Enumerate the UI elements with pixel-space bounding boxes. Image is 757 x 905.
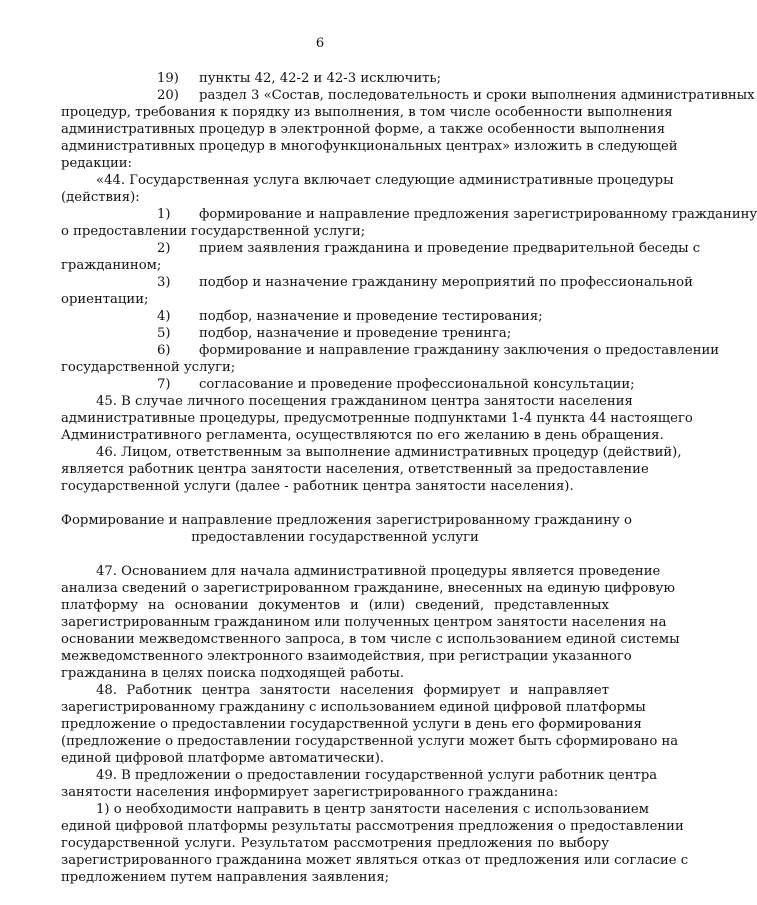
paragraph-48-line: зарегистрированному гражданину с использованием единой цифровой платформы	[61, 700, 646, 715]
text-line: процедур, требования к порядку из выполнения, в том числе особенности выполнения	[61, 105, 673, 120]
section-heading: Формирование и направление предложения зарегистрированному гражданину о	[61, 513, 632, 528]
text-line: административных процедур в многофункциональных центрах» изложить в следующей	[61, 139, 678, 154]
paragraph-49-1-line: зарегистрированного гражданина может являться отказ от предложения или согласие с	[61, 853, 689, 868]
paragraph-48-line: предложение о предоставлении государственной услуги в день его формирования	[61, 717, 642, 732]
paragraph-49-1-line: предложением путем направления заявления;	[61, 870, 390, 885]
paragraph-46-line: государственной услуги (далее - работник центра занятости населения).	[61, 479, 574, 494]
paragraph-48-line: (предложение о предоставлении государственной услуги может быть сформировано на	[61, 734, 679, 749]
text-line: административных процедур в электронной форме, а также особенности выполнения	[61, 122, 666, 137]
subitem-2	[61, 240, 701, 257]
item-number: 4)	[157, 309, 171, 324]
item-text: подбор, назначение и проведение тренинга;	[199, 326, 512, 341]
item-number: 3)	[157, 275, 171, 290]
paragraph-47-line: анализа сведений о зарегистрированном гражданине, внесенных на единую цифровую	[61, 581, 675, 596]
item-number: 19)	[157, 71, 179, 86]
text-line: гражданином;	[61, 258, 162, 273]
text-line: государственной услуги;	[61, 360, 236, 375]
subitem-3	[61, 274, 693, 291]
paragraph-44-line: (действия):	[61, 190, 140, 205]
item-number: 5)	[157, 326, 171, 341]
subitem-4	[61, 308, 609, 325]
item-number: 20)	[157, 88, 179, 103]
paragraph-47-line: 47. Основанием для начала административной процедуры является проведение	[96, 564, 661, 579]
subitem-5	[61, 325, 609, 342]
paragraph-47-line: основании межведомственного запроса, в том числе с использованием единой системы	[61, 632, 680, 647]
section-heading: предоставлении государственной услуги	[191, 530, 479, 545]
item-number: 6)	[157, 343, 171, 358]
item-text: подбор, назначение и проведение тестирования;	[199, 309, 543, 324]
paragraph-47-line: зарегистрированным гражданином или полученных центром занятости населения на	[61, 615, 667, 630]
subitem-7	[61, 376, 635, 393]
item-text: раздел 3 «Состав, последовательность и сроки выполнения административных	[199, 88, 755, 103]
subitem-6	[61, 342, 720, 359]
paragraph-44-line: «44. Государственная услуга включает следующие административные процедуры	[96, 173, 674, 188]
paragraph-48-line: единой цифровой платформе автоматически).	[61, 751, 385, 766]
item-20	[61, 87, 755, 104]
paragraph-47-line: платформу на основании документов и (или) сведений, представленных	[61, 598, 609, 613]
paragraph-49-line: занятости населения информирует зарегистрированного гражданина:	[61, 785, 559, 800]
paragraph-45-line: Административного регламента, осуществляются по его желанию в день обращения.	[61, 428, 664, 443]
item-text: формирование и направление предложения зарегистрированному гражданину	[199, 207, 757, 222]
item-text: формирование и направление гражданину заключения о предоставлении	[199, 343, 720, 358]
item-text: согласование и проведение профессиональной консультации;	[199, 377, 635, 392]
paragraph-49-1-line: единой цифровой платформы результаты рассмотрения предложения о предоставлении	[61, 819, 684, 834]
paragraph-48-line: 48. Работник центра занятости населения формирует и направляет	[96, 683, 609, 698]
paragraph-49-1-line: государственной услуги. Результатом рассмотрения предложения по выбору	[61, 836, 609, 851]
item-text: пункты 42, 42-2 и 42-3 исключить;	[199, 71, 442, 86]
item-text: прием заявления гражданина и проведение предварительной беседы с	[199, 241, 701, 256]
paragraph-46-line: 46. Лицом, ответственным за выполнение административных процедур (действий),	[96, 445, 682, 460]
subitem-1	[61, 206, 757, 223]
item-number: 2)	[157, 241, 171, 256]
item-number: 1)	[157, 207, 171, 222]
paragraph-45-line: 45. В случае личного посещения гражданином центра занятости населения	[96, 394, 633, 409]
item-19	[61, 70, 609, 87]
paragraph-49-line: 49. В предложении о предоставлении государственной услуги работник центра	[96, 768, 658, 783]
item-number: 7)	[157, 377, 171, 392]
paragraph-47-line: межведомственного электронного взаимодействия, при регистрации указанного	[61, 649, 632, 664]
paragraph-46-line: является работник центра занятости населения, ответственный за предоставление	[61, 462, 649, 477]
paragraph-49-1-line: 1) о необходимости направить в центр занятости населения с использованием	[96, 802, 649, 817]
item-text: подбор и назначение гражданину мероприятий по профессиональной	[199, 275, 693, 290]
text-line: о предоставлении государственной услуги;	[61, 224, 366, 239]
paragraph-47-line: гражданина в целях поиска подходящей работы.	[61, 666, 405, 681]
paragraph-45-line: административные процедуры, предусмотренные подпунктами 1-4 пункта 44 настоящего	[61, 411, 693, 426]
text-line: редакции:	[61, 156, 132, 171]
text-line: ориентации;	[61, 292, 149, 307]
page-number: 6	[315, 36, 325, 51]
